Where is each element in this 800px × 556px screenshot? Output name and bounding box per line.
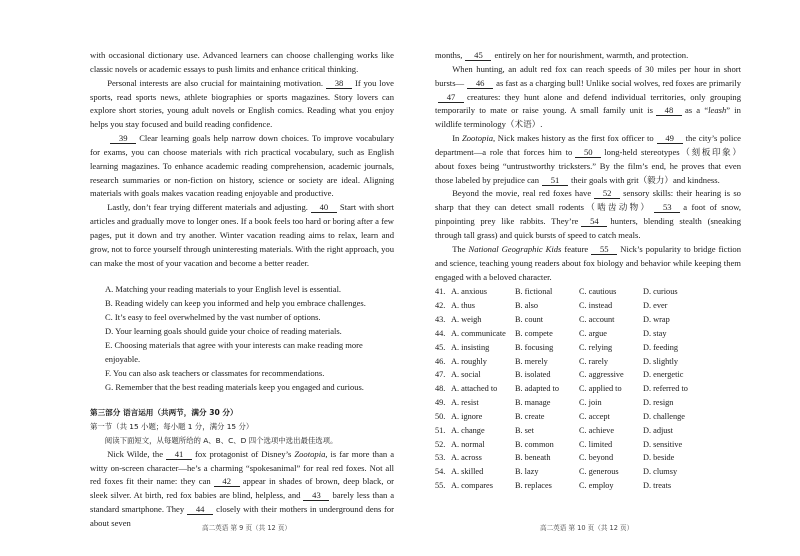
choice-b: B. isolated [515, 370, 551, 380]
choice-b: B. replaces [515, 481, 552, 491]
choice-b: B. fictional [515, 287, 553, 297]
text: hunters, blending stealth (sneaking through tall grass) and quick bursts of speed to catch meals. [435, 216, 741, 240]
choice-a: A. across [451, 453, 482, 463]
choice-row-41 [435, 285, 741, 299]
text: fox protagonist of Disney’s [195, 448, 292, 459]
text: If you love sports, read sports news, athlete biographies or sports magazines. Story lovers can explore short stories, young adult novels or English comics. Reading what you enjoy helps you stay focused and build reading confidence. [90, 77, 394, 130]
choice-b: B. adapted to [515, 384, 560, 394]
choice-d: D. treats [643, 481, 672, 491]
choice-a: A. insisting [451, 342, 490, 352]
choice-c: C. cautious [579, 287, 617, 297]
question-number: 46. [435, 356, 446, 366]
choice-row-55 [435, 479, 741, 493]
choice-row-46 [435, 355, 741, 369]
text: their goals with grit（毅力）and kindness. [571, 174, 720, 185]
paragraph [435, 49, 741, 63]
choice-row-45 [435, 341, 741, 355]
blank-41: 41 [166, 450, 192, 460]
choice-a: A. roughly [451, 356, 487, 366]
choice-a: A. ignore [451, 411, 483, 421]
option-a: A. Matching your reading materials to your English level is essential. [105, 283, 342, 294]
page-footer: 高二英语 第 10 页（共 12 页） [540, 524, 634, 532]
choice-row-49 [435, 396, 741, 410]
blank-46: 46 [467, 79, 493, 89]
paragraph: with occasional dictionary use. Advanced learners can choose challenging works like classic novels or academic essays to push limits and enhance critical thinking. [90, 50, 394, 74]
choice-a: A. attached to [451, 384, 498, 394]
choice-row-54 [435, 465, 741, 479]
left-page-content [90, 49, 394, 531]
question-number: 48. [435, 384, 446, 394]
paragraph [435, 132, 741, 187]
title-zootopia: Zootopia [461, 133, 494, 144]
paragraph [90, 132, 394, 201]
choice-c: C. accept [579, 411, 610, 421]
option-c: C. It’s easy to feel overwhelmed by the vast number of options. [105, 311, 321, 322]
choice-d: D. wrap [643, 315, 670, 325]
option-g: G. Remember that the best reading materials keep you engaged and curious. [105, 382, 364, 393]
choice-row-44 [435, 327, 741, 341]
paragraph [90, 201, 394, 270]
text: creatures: they hunt alone and defend individual territories, only grouping temporarily to mate or raise young. A small family unit is [435, 91, 741, 116]
option-b: B. Reading widely can keep you informed and help you embrace challenges. [105, 297, 366, 308]
choice-a: A. skilled [451, 467, 484, 477]
text: barely less than a standard smartphone. They [90, 490, 395, 515]
section-subtitle: 第一节（共 15 小题；每小题 1 分，满分 15 分） [90, 422, 254, 432]
text: sensory skills: their hearing is so sharp that they can detect small rodents（啮齿动物） [435, 188, 741, 213]
choice-c: C. account [579, 315, 615, 325]
choice-d: D. curious [643, 287, 678, 297]
blank-47: 47 [438, 93, 464, 103]
choice-c: C. join [579, 398, 602, 408]
blank-42: 42 [214, 477, 240, 487]
options-list [90, 282, 394, 395]
choice-row-50 [435, 410, 741, 424]
choice-b: B. common [515, 439, 554, 449]
text: long-held stereotypes（刻板印象） about foxes being “untrustworthy tricksters.” By the film’s end, he proves that even those labeled by prejudice can [435, 146, 741, 185]
blank-45: 45 [465, 51, 491, 61]
choice-c: C. relying [579, 342, 613, 352]
option-f: F. You can also ask teachers or classmates for recommendations. [105, 368, 325, 379]
title-zootopia: Zootopia [294, 448, 326, 459]
right-page-content [435, 49, 741, 493]
choice-a: A. social [451, 370, 481, 380]
choice-d: D. feeding [643, 342, 679, 352]
choice-c: C. generous [579, 467, 619, 477]
text: Lastly, don’t fear trying different materials and adjusting. [107, 202, 308, 213]
choice-c: C. applied to [579, 384, 622, 394]
blank-54: 54 [581, 217, 607, 227]
choice-a: A. resist [451, 398, 479, 408]
choice-d: D. slightly [643, 356, 679, 366]
choice-row-48 [435, 382, 741, 396]
text: months, [435, 50, 463, 60]
text: a foot of snow, pinpointing prey like rabbits. They’re [435, 202, 742, 227]
text: Personal interests are also crucial for maintaining motivation. [107, 77, 324, 88]
cloze-paragraph [90, 448, 394, 531]
paragraph [435, 187, 741, 242]
text: The [452, 243, 466, 254]
text: In [452, 133, 460, 144]
choice-a: A. communicate [451, 328, 506, 338]
choice-row-47 [435, 368, 741, 382]
blank-39: 39 [110, 134, 136, 144]
choice-row-51 [435, 424, 741, 438]
question-number: 45. [435, 342, 446, 352]
choice-a: A. compares [451, 481, 493, 491]
choice-c: C. aggressive [579, 370, 624, 380]
choice-a: A. anxious [451, 287, 487, 297]
term-leash: leash [708, 105, 727, 116]
choice-b: B. merely [515, 356, 548, 366]
choice-row-53 [435, 451, 741, 465]
question-number: 42. [435, 301, 446, 311]
text: feature [564, 243, 589, 254]
choice-d: D. adjust [643, 425, 673, 435]
choice-d: D. beside [643, 453, 675, 463]
question-number: 54. [435, 467, 446, 477]
choice-a: A. normal [451, 439, 485, 449]
choice-row-52 [435, 438, 741, 452]
question-number: 51. [435, 425, 446, 435]
text: ” in wildlife terminology（术语）. [435, 105, 741, 130]
choices-table [435, 285, 741, 493]
text: the city’s police department—a role that forces him to [435, 133, 741, 157]
choice-c: C. employ [579, 481, 614, 491]
text: Start with short articles and gradually move to longer ones. If a book feels too hard or boring after a few pages, put it down and try another. Winter vacation reading aims to relax, learn and grow, not to force yourself through uninteresting materials. With the right approach, you can make the most of your vacation and become a better reader. [90, 202, 394, 268]
question-number: 41. [435, 287, 446, 297]
choice-a: A. change [451, 425, 485, 435]
choice-d: D. clumsy [643, 467, 678, 477]
question-number: 53. [435, 453, 446, 463]
paragraph [435, 63, 741, 132]
blank-44: 44 [187, 505, 213, 515]
choice-b: B. create [515, 411, 545, 421]
paragraph [435, 243, 741, 285]
question-number: 49. [435, 398, 446, 408]
blank-51: 51 [542, 176, 568, 186]
text: When hunting, an adult red fox can reach speeds of 30 miles per hour in short bursts— [435, 63, 741, 88]
choice-c: C. limited [579, 439, 613, 449]
text: appear in shades of brown, deep black, or sleek silver. At birth, red fox babies are blind, helpless, and [90, 476, 394, 501]
text: Clear learning goals help narrow down choices. To improve vocabulary for exams, you can choose materials with rich practical vocabulary, such as English learning magazines. To enhance academic reading comprehension, academic journals, research summaries or non-fiction on history, science or society are ideal. Aligning materials with goals makes vacation reading enjoyable and productive. [90, 133, 394, 199]
blank-48: 48 [656, 106, 682, 116]
question-number: 44. [435, 328, 446, 338]
blank-49: 49 [657, 134, 683, 144]
option-e: E. Choosing materials that agree with your interests can make reading more enjoyable. [105, 339, 363, 364]
choice-c: C. argue [579, 328, 607, 338]
blank-38: 38 [326, 79, 352, 89]
choice-row-43 [435, 313, 741, 327]
question-number: 55. [435, 481, 446, 491]
choice-b: B. compete [515, 328, 553, 338]
title-national-geographic-kids: National Geographic Kids [468, 243, 562, 254]
text: Nick’s popularity to bridge fiction and science, teaching young readers about fox biology and behavior while keeping them engaged with a beloved character. [435, 243, 741, 282]
choice-b: B. focusing [515, 342, 554, 352]
choice-d: D. stay [643, 328, 667, 338]
blank-50: 50 [575, 148, 601, 158]
blank-40: 40 [311, 203, 337, 213]
choice-d: D. challenge [643, 411, 685, 421]
choice-b: B. set [515, 425, 534, 435]
question-number: 43. [435, 315, 446, 325]
choice-b: B. beneath [515, 453, 551, 463]
choice-a: A. weigh [451, 315, 482, 325]
text: , is far more than a witty on-screen character—he’s a charming “spokesanimal” for real red foxes. Not all red foxes fit their name: they can [90, 448, 395, 487]
choice-b: B. lazy [515, 467, 539, 477]
choice-row-42 [435, 299, 741, 313]
choice-c: C. achieve [579, 425, 615, 435]
text: closely with their mothers in underground dens for about seven [90, 504, 395, 528]
page-footer: 高二英语 第 9 页（共 12 页） [202, 524, 292, 532]
section-instruction: 阅读下面短文，从每题所给的 A、B、C、D 四个选项中选出最佳选项。 [104, 435, 338, 445]
choice-b: B. manage [515, 398, 551, 408]
question-number: 50. [435, 411, 446, 421]
choice-a: A. thus [451, 301, 475, 311]
blank-53: 53 [654, 203, 680, 213]
text: entirely on her for nourishment, warmth, and protection. [494, 50, 689, 60]
choice-d: D. sensitive [643, 439, 683, 449]
choice-c: C. rarely [579, 356, 609, 366]
choice-b: B. also [515, 301, 539, 311]
blank-52: 52 [594, 189, 620, 199]
question-number: 47. [435, 370, 446, 380]
text: as a “ [684, 105, 709, 116]
choice-c: C. beyond [579, 453, 614, 463]
paragraph [90, 77, 394, 132]
choice-c: C. instead [579, 301, 613, 311]
question-number: 52. [435, 439, 446, 449]
option-d: D. Your learning goals should guide your choice of reading materials. [105, 325, 342, 336]
choice-d: D. referred to [643, 384, 688, 394]
text: , Nick makes history as the first fox officer to [493, 133, 654, 144]
choice-d: D. ever [643, 301, 668, 311]
choice-b: B. count [515, 315, 544, 325]
text: Nick Wilde, the [107, 448, 164, 459]
blank-43: 43 [303, 491, 329, 501]
choice-d: D. resign [643, 398, 674, 408]
choice-d: D. energetic [643, 370, 684, 380]
blank-55: 55 [591, 245, 617, 255]
text: Beyond the movie, real red foxes have [452, 188, 592, 199]
section-title: 第三部分 语言运用（共两节，满分 30 分） [90, 408, 238, 418]
text: as fast as a charging bull! Unlike social wolves, red foxes are primarily [496, 77, 741, 88]
